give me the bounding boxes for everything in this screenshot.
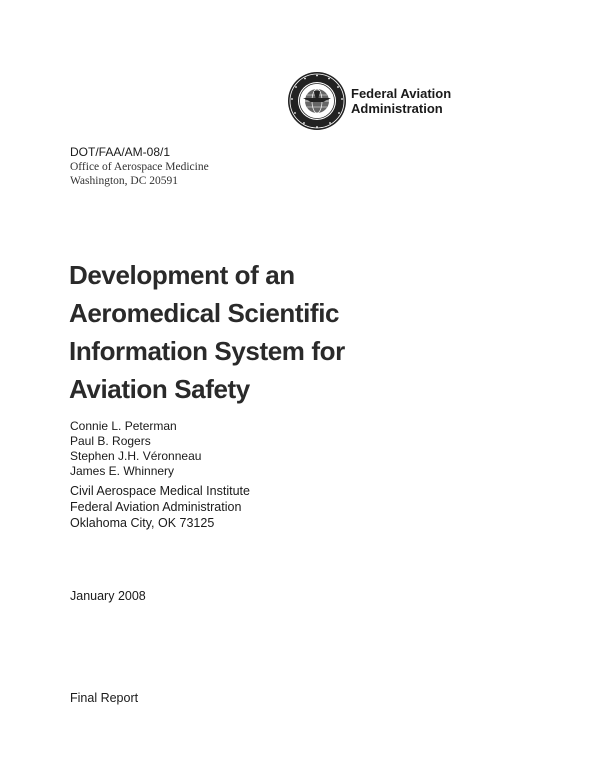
author-name: Paul B. Rogers [70,434,151,448]
office-address [70,160,209,188]
title-line: Information System for [69,336,345,366]
agency-name-line: Administration [351,101,443,116]
institute-line: Civil Aerospace Medical Institute [70,484,250,498]
author-name: Connie L. Peterman [70,419,177,433]
agency-name [351,86,451,116]
office-name: Office of Aerospace Medicine [70,161,209,173]
institute-address [70,483,250,531]
report-number: DOT/FAA/AM-08/1 [70,145,171,159]
author-name: James E. Whinnery [70,464,175,478]
institute-line: Oklahoma City, OK 73125 [70,516,215,530]
title-line: Aeromedical Scientific [69,298,340,328]
institute-line: Federal Aviation Administration [70,500,242,514]
faa-logo [287,71,517,133]
author-list [70,419,201,479]
title-line: Development of an [69,260,295,290]
report-title [69,256,489,408]
office-city: Washington, DC 20591 [70,175,179,187]
faa-seal-icon [287,71,347,131]
author-name: Stephen J.H. Véronneau [70,449,202,463]
publication-date: January 2008 [70,589,146,603]
agency-name-line: Federal Aviation [351,86,452,101]
report-type: Final Report [70,691,139,705]
title-line: Aviation Safety [69,374,250,404]
